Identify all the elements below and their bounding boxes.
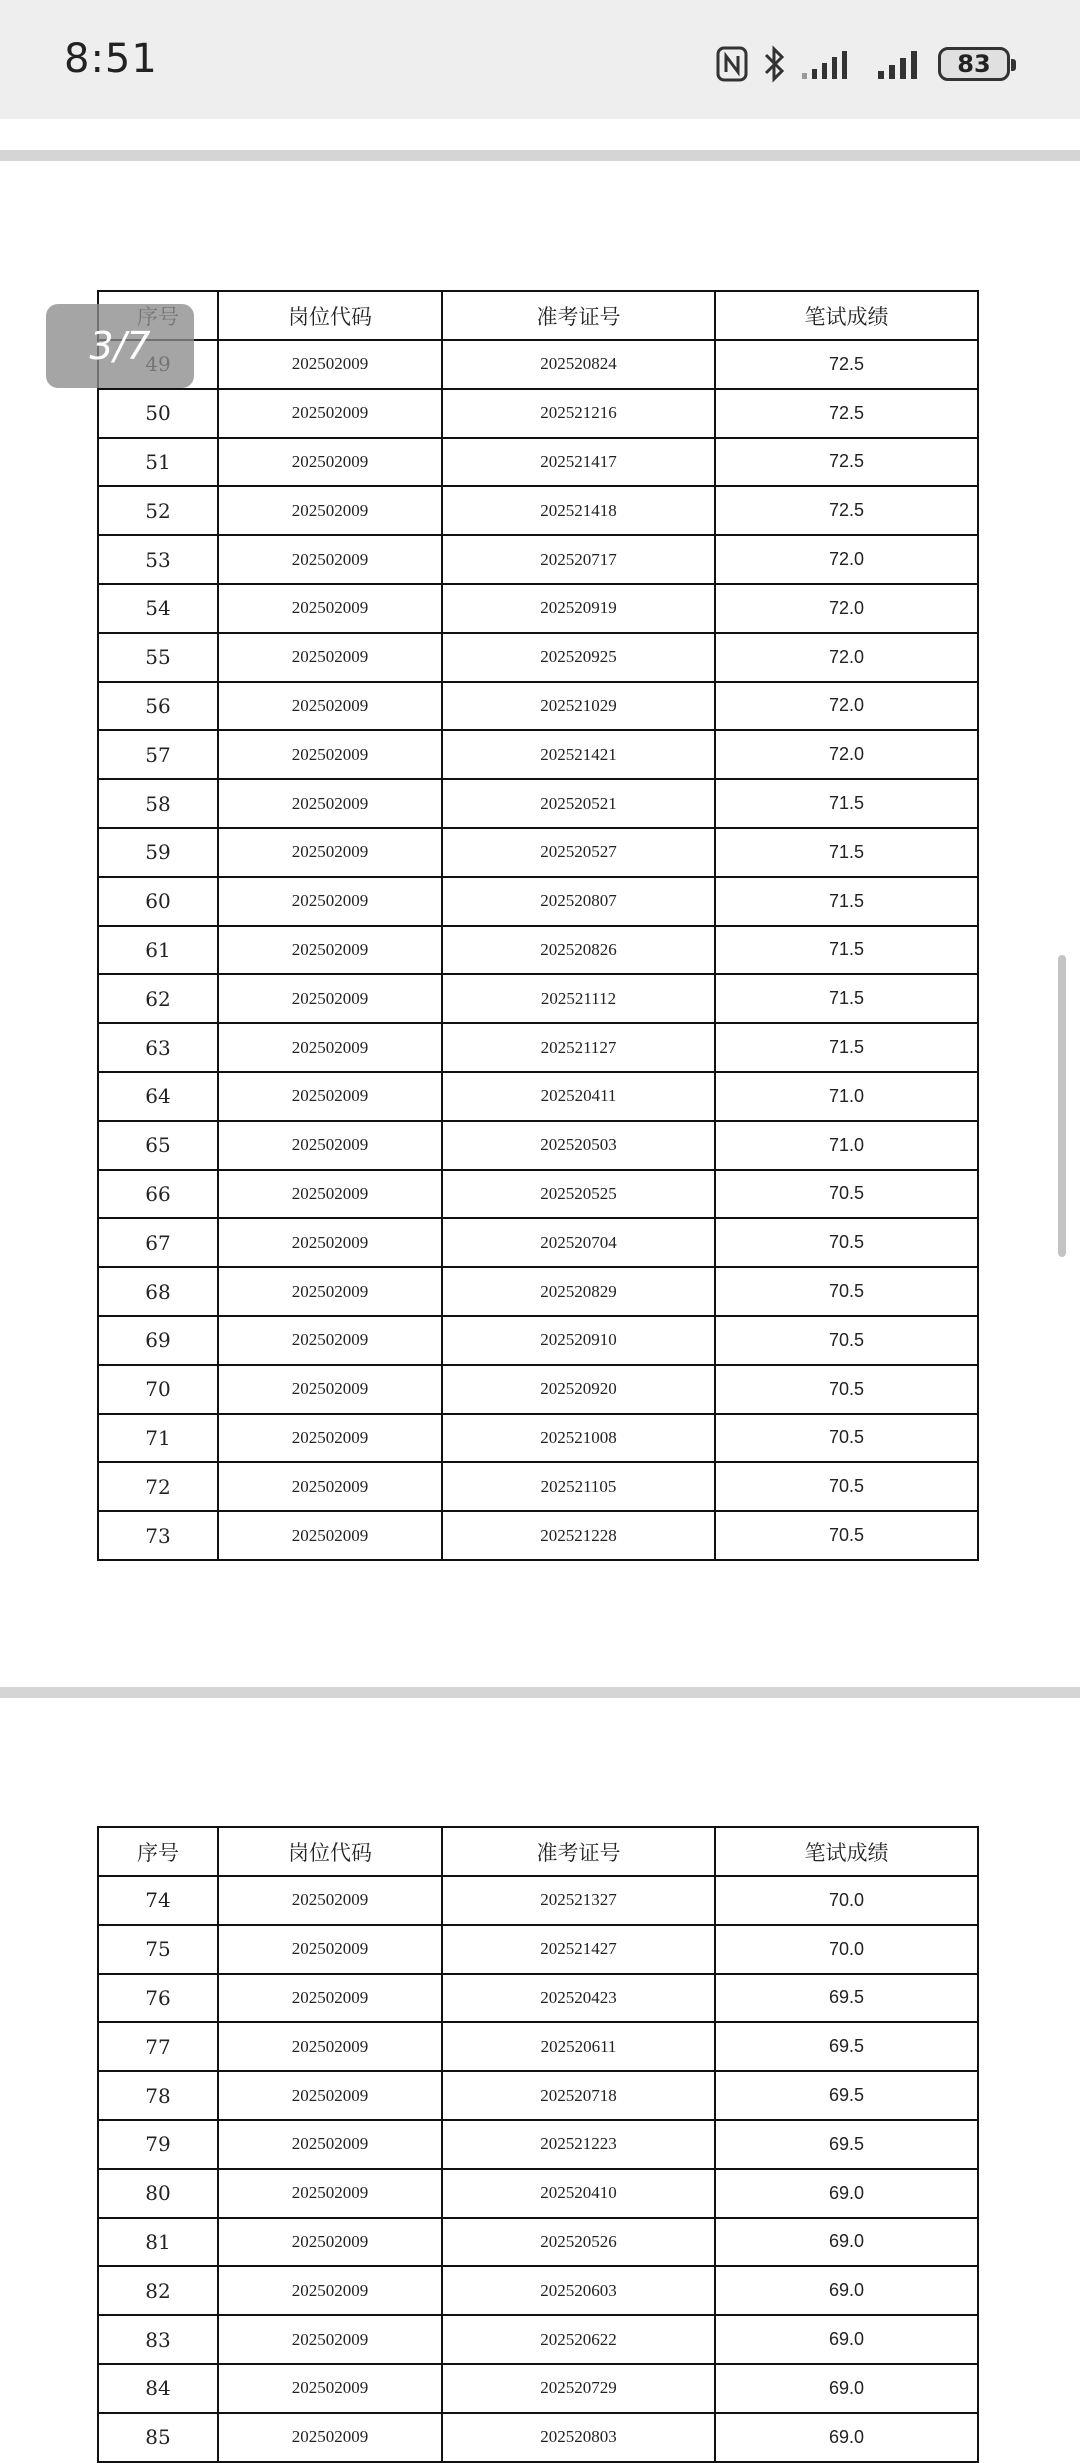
cell-no: 68 (98, 1267, 218, 1316)
cell-position-code: 202502009 (218, 2169, 442, 2218)
cell-position-code: 202502009 (218, 535, 442, 584)
cell-no: 51 (98, 438, 218, 487)
page-indicator: 3/7 (46, 304, 194, 388)
cell-no: 50 (98, 389, 218, 438)
cell-exam-number: 202520807 (442, 877, 715, 926)
cell-no: 54 (98, 584, 218, 633)
cell-score: 69.0 (715, 2169, 978, 2218)
cell-score: 72.5 (715, 340, 978, 389)
cell-position-code: 202502009 (218, 1974, 442, 2023)
cell-exam-number: 202520826 (442, 926, 715, 975)
cell-exam-number: 202520526 (442, 2218, 715, 2267)
cell-exam-number: 202520919 (442, 584, 715, 633)
header-exam-number: 准考证号 (442, 1827, 715, 1876)
nfc-icon (716, 46, 748, 82)
signal-icon (876, 47, 924, 81)
cell-no: 61 (98, 926, 218, 975)
cell-no: 65 (98, 1121, 218, 1170)
cell-score: 71.5 (715, 828, 978, 877)
table-row (98, 779, 978, 828)
table-header-row (98, 1827, 978, 1876)
cell-score: 71.0 (715, 1121, 978, 1170)
cell-exam-number: 202520925 (442, 633, 715, 682)
cell-exam-number: 202520527 (442, 828, 715, 877)
cell-exam-number: 202521417 (442, 438, 715, 487)
cell-position-code: 202502009 (218, 2266, 442, 2315)
table-row (98, 2364, 978, 2413)
table-row (98, 340, 978, 389)
table-row (98, 1023, 978, 1072)
cell-exam-number: 202521008 (442, 1414, 715, 1463)
cell-score: 70.5 (715, 1316, 978, 1365)
cell-exam-number: 202520603 (442, 2266, 715, 2315)
cell-score: 69.5 (715, 2071, 978, 2120)
cell-no: 71 (98, 1414, 218, 1463)
cell-position-code: 202502009 (218, 1170, 442, 1219)
cell-position-code: 202502009 (218, 438, 442, 487)
cell-no: 57 (98, 730, 218, 779)
cell-position-code: 202502009 (218, 2413, 442, 2462)
cell-no: 69 (98, 1316, 218, 1365)
cell-score: 70.5 (715, 1511, 978, 1560)
cell-no: 84 (98, 2364, 218, 2413)
table-row (98, 2315, 978, 2364)
table-row (98, 1414, 978, 1463)
table-row (98, 1925, 978, 1974)
cell-no: 56 (98, 682, 218, 731)
cell-no: 63 (98, 1023, 218, 1072)
table-row (98, 1876, 978, 1925)
cell-exam-number: 202520411 (442, 1072, 715, 1121)
table-row (98, 535, 978, 584)
cell-score: 71.5 (715, 779, 978, 828)
cell-exam-number: 202521029 (442, 682, 715, 731)
table-row (98, 2169, 978, 2218)
table-row (98, 2413, 978, 2462)
cell-position-code: 202502009 (218, 2315, 442, 2364)
cell-position-code: 202502009 (218, 1925, 442, 1974)
cell-no: 81 (98, 2218, 218, 2267)
cell-score: 72.0 (715, 535, 978, 584)
cell-position-code: 202502009 (218, 877, 442, 926)
cell-no: 66 (98, 1170, 218, 1219)
cell-exam-number: 202521216 (442, 389, 715, 438)
cell-score: 69.0 (715, 2364, 978, 2413)
cell-no: 78 (98, 2071, 218, 2120)
cell-exam-number: 202520729 (442, 2364, 715, 2413)
cell-exam-number: 202520717 (442, 535, 715, 584)
cell-exam-number: 202520410 (442, 2169, 715, 2218)
cell-score: 69.0 (715, 2315, 978, 2364)
cell-position-code: 202502009 (218, 1414, 442, 1463)
table-row (98, 2022, 978, 2071)
cell-exam-number: 202520910 (442, 1316, 715, 1365)
bluetooth-icon (762, 45, 786, 83)
cell-score: 70.0 (715, 1876, 978, 1925)
cell-exam-number: 202520803 (442, 2413, 715, 2462)
cell-position-code: 202502009 (218, 828, 442, 877)
cell-no: 52 (98, 486, 218, 535)
header-exam-number: 准考证号 (442, 291, 715, 340)
cell-no: 62 (98, 974, 218, 1023)
cell-no: 79 (98, 2120, 218, 2169)
cell-position-code: 202502009 (218, 633, 442, 682)
table-header-row (98, 291, 978, 340)
table-row (98, 682, 978, 731)
cell-no: 77 (98, 2022, 218, 2071)
cell-score: 72.0 (715, 730, 978, 779)
cell-score: 70.5 (715, 1170, 978, 1219)
cell-position-code: 202502009 (218, 1462, 442, 1511)
cell-no: 80 (98, 2169, 218, 2218)
cell-score: 72.5 (715, 486, 978, 535)
cell-position-code: 202502009 (218, 389, 442, 438)
table-row (98, 1974, 978, 2023)
cell-score: 69.0 (715, 2266, 978, 2315)
cell-position-code: 202502009 (218, 1876, 442, 1925)
cell-no: 70 (98, 1365, 218, 1414)
table-row (98, 730, 978, 779)
cell-score: 72.0 (715, 682, 978, 731)
cell-no: 59 (98, 828, 218, 877)
cell-exam-number: 202520525 (442, 1170, 715, 1219)
table-row (98, 1121, 978, 1170)
table-row (98, 1462, 978, 1511)
table-row (98, 1218, 978, 1267)
status-time: 8:51 (64, 36, 158, 82)
header-position-code: 岗位代码 (218, 1827, 442, 1876)
cell-position-code: 202502009 (218, 730, 442, 779)
cell-score: 71.5 (715, 926, 978, 975)
cell-position-code: 202502009 (218, 1121, 442, 1170)
signal-icon (800, 47, 862, 81)
cell-no: 85 (98, 2413, 218, 2462)
cell-score: 70.0 (715, 1925, 978, 1974)
cell-exam-number: 202520920 (442, 1365, 715, 1414)
cell-score: 69.0 (715, 2413, 978, 2462)
cell-no: 76 (98, 1974, 218, 2023)
cell-score: 71.5 (715, 974, 978, 1023)
cell-exam-number: 202520829 (442, 1267, 715, 1316)
cell-exam-number: 202521112 (442, 974, 715, 1023)
table-row (98, 974, 978, 1023)
cell-score: 72.5 (715, 438, 978, 487)
score-table-page-4 (97, 1826, 979, 2463)
cell-score: 70.5 (715, 1218, 978, 1267)
cell-exam-number: 202520704 (442, 1218, 715, 1267)
cell-score: 72.0 (715, 633, 978, 682)
cell-score: 71.5 (715, 1023, 978, 1072)
cell-score: 70.5 (715, 1414, 978, 1463)
table-row (98, 2266, 978, 2315)
cell-position-code: 202502009 (218, 2364, 442, 2413)
table-row (98, 2218, 978, 2267)
cell-score: 72.5 (715, 389, 978, 438)
cell-no: 53 (98, 535, 218, 584)
table-row (98, 1511, 978, 1560)
cell-exam-number: 202521418 (442, 486, 715, 535)
table-row (98, 486, 978, 535)
table-row (98, 1072, 978, 1121)
table-row (98, 926, 978, 975)
header-score: 笔试成绩 (715, 1827, 978, 1876)
cell-position-code: 202502009 (218, 682, 442, 731)
table-row (98, 1170, 978, 1219)
cell-no: 74 (98, 1876, 218, 1925)
status-icons (716, 44, 1010, 84)
cell-no: 67 (98, 1218, 218, 1267)
table-row (98, 438, 978, 487)
table-row (98, 828, 978, 877)
cell-exam-number: 202521427 (442, 1925, 715, 1974)
cell-exam-number: 202521421 (442, 730, 715, 779)
table-row (98, 584, 978, 633)
cell-score: 71.0 (715, 1072, 978, 1121)
cell-no: 60 (98, 877, 218, 926)
cell-position-code: 202502009 (218, 2022, 442, 2071)
cell-score: 72.0 (715, 584, 978, 633)
cell-score: 71.5 (715, 877, 978, 926)
cell-position-code: 202502009 (218, 584, 442, 633)
page-separator (0, 150, 1080, 161)
cell-position-code: 202502009 (218, 926, 442, 975)
scrollbar-thumb[interactable] (1058, 955, 1066, 1257)
cell-position-code: 202502009 (218, 2120, 442, 2169)
cell-score: 70.5 (715, 1365, 978, 1414)
cell-exam-number: 202520622 (442, 2315, 715, 2364)
table-row (98, 877, 978, 926)
status-bar (0, 0, 1080, 119)
cell-no: 58 (98, 779, 218, 828)
cell-exam-number: 202521223 (442, 2120, 715, 2169)
cell-position-code: 202502009 (218, 1316, 442, 1365)
cell-exam-number: 202520611 (442, 2022, 715, 2071)
table-row (98, 2071, 978, 2120)
cell-position-code: 202502009 (218, 2071, 442, 2120)
cell-score: 69.0 (715, 2218, 978, 2267)
cell-position-code: 202502009 (218, 1365, 442, 1414)
header-score: 笔试成绩 (715, 291, 978, 340)
page-separator (0, 1687, 1080, 1698)
cell-score: 69.5 (715, 2022, 978, 2071)
table-row (98, 2120, 978, 2169)
cell-position-code: 202502009 (218, 1218, 442, 1267)
cell-score: 70.5 (715, 1267, 978, 1316)
header-position-code: 岗位代码 (218, 291, 442, 340)
battery-level: 83 (957, 50, 991, 78)
cell-no: 72 (98, 1462, 218, 1511)
cell-position-code: 202502009 (218, 2218, 442, 2267)
battery-icon (938, 47, 1010, 81)
table-row (98, 1365, 978, 1414)
cell-position-code: 202502009 (218, 1267, 442, 1316)
cell-position-code: 202502009 (218, 1072, 442, 1121)
cell-position-code: 202502009 (218, 1023, 442, 1072)
table-row (98, 633, 978, 682)
cell-score: 70.5 (715, 1462, 978, 1511)
cell-no: 82 (98, 2266, 218, 2315)
cell-exam-number: 202520521 (442, 779, 715, 828)
cell-exam-number: 202521228 (442, 1511, 715, 1560)
header-no: 序号 (98, 1827, 218, 1876)
cell-position-code: 202502009 (218, 486, 442, 535)
cell-position-code: 202502009 (218, 779, 442, 828)
cell-position-code: 202502009 (218, 974, 442, 1023)
cell-exam-number: 202521105 (442, 1462, 715, 1511)
cell-score: 69.5 (715, 1974, 978, 2023)
cell-score: 69.5 (715, 2120, 978, 2169)
cell-exam-number: 202521127 (442, 1023, 715, 1072)
cell-exam-number: 202521327 (442, 1876, 715, 1925)
cell-exam-number: 202520423 (442, 1974, 715, 2023)
table-row (98, 389, 978, 438)
cell-no: 83 (98, 2315, 218, 2364)
cell-position-code: 202502009 (218, 1511, 442, 1560)
table-row (98, 1316, 978, 1365)
cell-no: 75 (98, 1925, 218, 1974)
cell-exam-number: 202520503 (442, 1121, 715, 1170)
score-table-page-3 (97, 290, 979, 1561)
cell-position-code: 202502009 (218, 340, 442, 389)
cell-exam-number: 202520824 (442, 340, 715, 389)
cell-no: 73 (98, 1511, 218, 1560)
cell-no: 64 (98, 1072, 218, 1121)
table-row (98, 1267, 978, 1316)
cell-exam-number: 202520718 (442, 2071, 715, 2120)
cell-no: 55 (98, 633, 218, 682)
